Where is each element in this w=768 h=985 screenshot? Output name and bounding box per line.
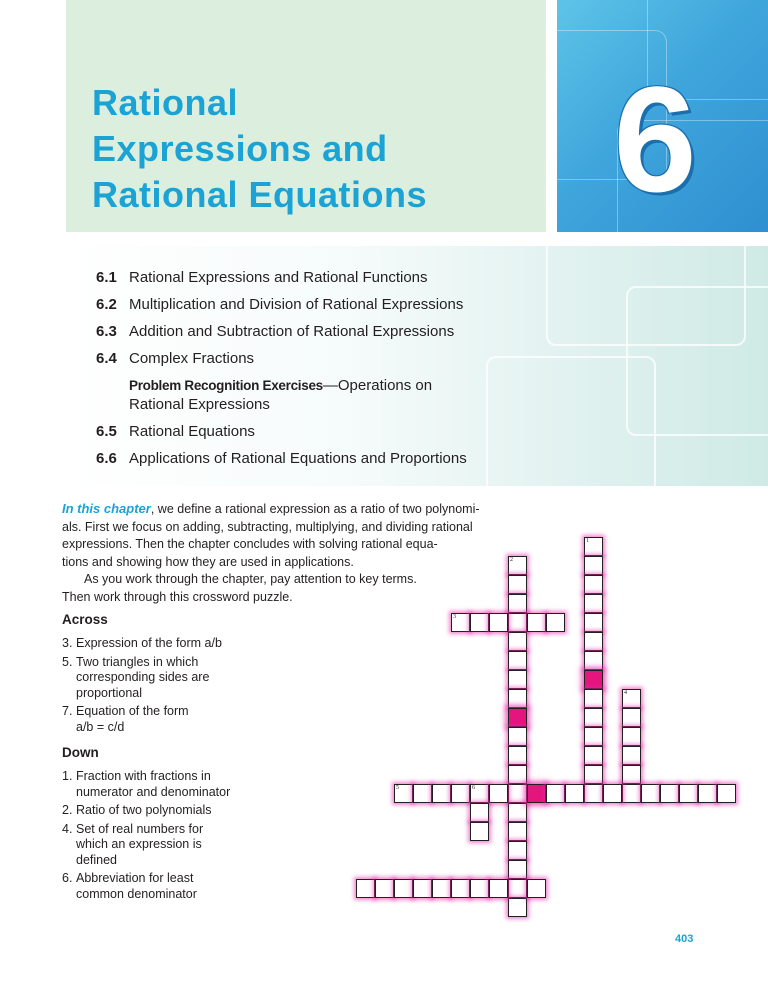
across-clues <box>62 636 342 738</box>
clue-item <box>62 655 342 702</box>
crossword-cell[interactable] <box>508 898 527 917</box>
toc-section-number: 6.3 <box>96 323 117 340</box>
clue-text: Two triangles in which corresponding sides are proportional <box>76 654 210 700</box>
clue-number: 3. <box>62 636 73 650</box>
crossword-cell[interactable] <box>679 784 698 803</box>
crossword-clue-number: 5 <box>396 785 399 791</box>
crossword-clue-number: 4 <box>624 690 627 696</box>
crossword-cell[interactable] <box>508 651 527 670</box>
crossword-cell[interactable] <box>508 879 527 898</box>
toc-section-title: Multiplication and Division of Rational Expressions <box>129 296 464 313</box>
crossword-cell[interactable] <box>508 822 527 841</box>
crossword-cell[interactable] <box>622 746 641 765</box>
crossword-cell[interactable] <box>508 556 527 575</box>
clue-text: Expression of the form a/b <box>76 636 222 650</box>
crossword-cell[interactable] <box>584 537 603 556</box>
clue-item <box>62 769 342 800</box>
clue-text: Fraction with fractions in numerator and denominator <box>76 769 231 799</box>
crossword-cell[interactable] <box>641 784 660 803</box>
intro-line-6: Then work through this crossword puzzle. <box>62 589 293 604</box>
crossword-cell[interactable] <box>413 879 432 898</box>
toc-section-number: 6.2 <box>96 296 117 313</box>
crossword-cell[interactable] <box>584 594 603 613</box>
crossword-cell[interactable] <box>413 784 432 803</box>
crossword-cell[interactable] <box>584 689 603 708</box>
crossword-cell[interactable] <box>508 746 527 765</box>
intro-line-5: As you work through the chapter, pay attention to key terms. <box>84 572 417 587</box>
crossword-cell[interactable] <box>622 765 641 784</box>
crossword-cell[interactable] <box>584 575 603 594</box>
crossword-cell[interactable] <box>508 594 527 613</box>
crossword-cell[interactable] <box>508 670 527 689</box>
crossword-cell[interactable] <box>451 613 470 632</box>
crossword-cell[interactable] <box>470 822 489 841</box>
crossword-cell[interactable] <box>508 689 527 708</box>
crossword-cell[interactable] <box>546 613 565 632</box>
chapter-title <box>92 80 542 218</box>
crossword-cell[interactable] <box>527 879 546 898</box>
clue-item <box>62 704 342 735</box>
crossword-cell[interactable] <box>489 879 508 898</box>
crossword-cell[interactable] <box>717 784 736 803</box>
crossword-cell[interactable] <box>565 784 584 803</box>
clue-item <box>62 822 342 869</box>
clue-item <box>62 871 342 902</box>
clue-number: 2. <box>62 803 73 817</box>
intro-line-2: als. First we focus on adding, subtracting, multiplying, and dividing rational <box>62 519 473 534</box>
crossword-cell[interactable] <box>603 784 622 803</box>
crossword-cell[interactable] <box>584 784 603 803</box>
crossword-cell[interactable] <box>432 879 451 898</box>
clue-number: 1. <box>62 769 73 783</box>
page-number: 403 <box>675 933 694 945</box>
intro-line-1: , we define a rational expression as a ratio of two polynomi- <box>150 502 480 516</box>
clue-item <box>62 636 342 652</box>
crossword-cell[interactable] <box>508 575 527 594</box>
clue-number: 6. <box>62 871 73 885</box>
crossword-cell[interactable] <box>584 765 603 784</box>
crossword-cell[interactable] <box>698 784 717 803</box>
toc-subitem[interactable] <box>96 372 616 418</box>
chapter-title-line-2: Expressions and <box>92 128 388 169</box>
crossword-cell[interactable] <box>470 784 489 803</box>
crossword-cell[interactable] <box>508 613 527 632</box>
across-heading: Across <box>62 612 108 627</box>
crossword-cell[interactable] <box>622 689 641 708</box>
crossword-cell[interactable] <box>508 727 527 746</box>
intro-line-4: tions and showing how they are used in applications. <box>62 554 354 569</box>
crossword-cell[interactable] <box>470 879 489 898</box>
crossword-cell[interactable] <box>508 708 527 727</box>
toc-item[interactable] <box>96 418 616 445</box>
clue-text: Set of real numbers for which an expression is defined <box>76 821 204 867</box>
chapter-title-line-3: Rational Equations <box>92 174 428 215</box>
toc-subitem-line-1: Operations on <box>337 377 433 394</box>
toc-section-title: Rational Equations <box>129 423 255 440</box>
crossword-clue-number: 2 <box>510 557 513 563</box>
crossword-cell[interactable] <box>489 784 508 803</box>
clue-item <box>62 803 342 819</box>
toc-section-number: 6.6 <box>96 450 117 467</box>
crossword-cell[interactable] <box>508 841 527 860</box>
crossword-cell[interactable] <box>584 670 603 689</box>
crossword-cell[interactable] <box>622 708 641 727</box>
toc-subitem-line-2: Rational Expressions <box>129 396 270 413</box>
toc-item[interactable] <box>96 345 616 372</box>
crossword-cell[interactable] <box>584 556 603 575</box>
toc-section-title: Applications of Rational Equations and Proportions <box>129 450 467 467</box>
toc-item[interactable] <box>96 445 616 472</box>
toc-section-number: 6.4 <box>96 350 117 367</box>
toc-item[interactable] <box>96 291 616 318</box>
intro-lead: In this chapter <box>62 501 151 516</box>
crossword-cell[interactable] <box>508 784 527 803</box>
clue-text: Abbreviation for least common denominator <box>76 871 197 901</box>
toc-subitem-dash: — <box>322 377 338 394</box>
crossword-cell[interactable] <box>508 860 527 879</box>
toc-item[interactable] <box>96 264 616 291</box>
toc-item[interactable] <box>96 318 616 345</box>
crossword-cell[interactable] <box>622 727 641 746</box>
toc-subitem-bold: Problem Recognition Exercises <box>129 378 323 393</box>
crossword-cell[interactable] <box>546 784 565 803</box>
toc-section-number: 6.1 <box>96 269 117 286</box>
toc-subitem-text <box>96 376 432 414</box>
chapter-number: 6 <box>613 55 697 223</box>
crossword-cell[interactable] <box>584 651 603 670</box>
toc-section-number: 6.5 <box>96 423 117 440</box>
crossword-cell[interactable] <box>470 803 489 822</box>
crossword-cell[interactable] <box>584 632 603 651</box>
crossword-cell[interactable] <box>432 784 451 803</box>
crossword-cell[interactable] <box>375 879 394 898</box>
crossword-cell[interactable] <box>451 879 470 898</box>
crossword-cell[interactable] <box>584 708 603 727</box>
clue-text: Equation of the form a/b = c/d <box>76 704 189 734</box>
toc-section-title: Complex Fractions <box>129 350 255 367</box>
chapter-introduction <box>62 500 562 607</box>
clue-number: 5. <box>62 654 73 669</box>
crossword-cell[interactable] <box>584 727 603 746</box>
toc-section-title: Rational Expressions and Rational Functions <box>129 269 428 286</box>
crossword-cell[interactable] <box>394 784 413 803</box>
crossword-clue-number: 3 <box>453 614 456 620</box>
crossword-clue-number: 6 <box>472 785 475 791</box>
clue-number: 7. <box>62 704 73 718</box>
crossword-cell[interactable] <box>470 613 489 632</box>
intro-line-3: expressions. Then the chapter concludes with solving rational equa- <box>62 537 438 552</box>
crossword-cell[interactable] <box>527 613 546 632</box>
crossword-cell[interactable] <box>527 784 546 803</box>
crossword-clue-number: 1 <box>586 538 589 544</box>
crossword-cell[interactable] <box>508 765 527 784</box>
crossword-cell[interactable] <box>622 784 641 803</box>
crossword-cell[interactable] <box>451 784 470 803</box>
chapter-title-line-1: Rational <box>92 82 239 123</box>
crossword-cell[interactable] <box>508 803 527 822</box>
clue-text: Ratio of two polynomials <box>76 803 212 817</box>
crossword-cell[interactable] <box>584 613 603 632</box>
down-clues <box>62 769 342 905</box>
crossword-cell[interactable] <box>508 632 527 651</box>
down-heading: Down <box>62 745 99 760</box>
crossword-cell[interactable] <box>356 879 375 898</box>
toc-section-title: Addition and Subtraction of Rational Expressions <box>129 323 455 340</box>
crossword-cell[interactable] <box>584 746 603 765</box>
table-of-contents <box>96 264 616 472</box>
crossword-cell[interactable] <box>394 879 413 898</box>
crossword-cell[interactable] <box>660 784 679 803</box>
clue-number: 4. <box>62 821 73 836</box>
crossword-cell[interactable] <box>489 613 508 632</box>
